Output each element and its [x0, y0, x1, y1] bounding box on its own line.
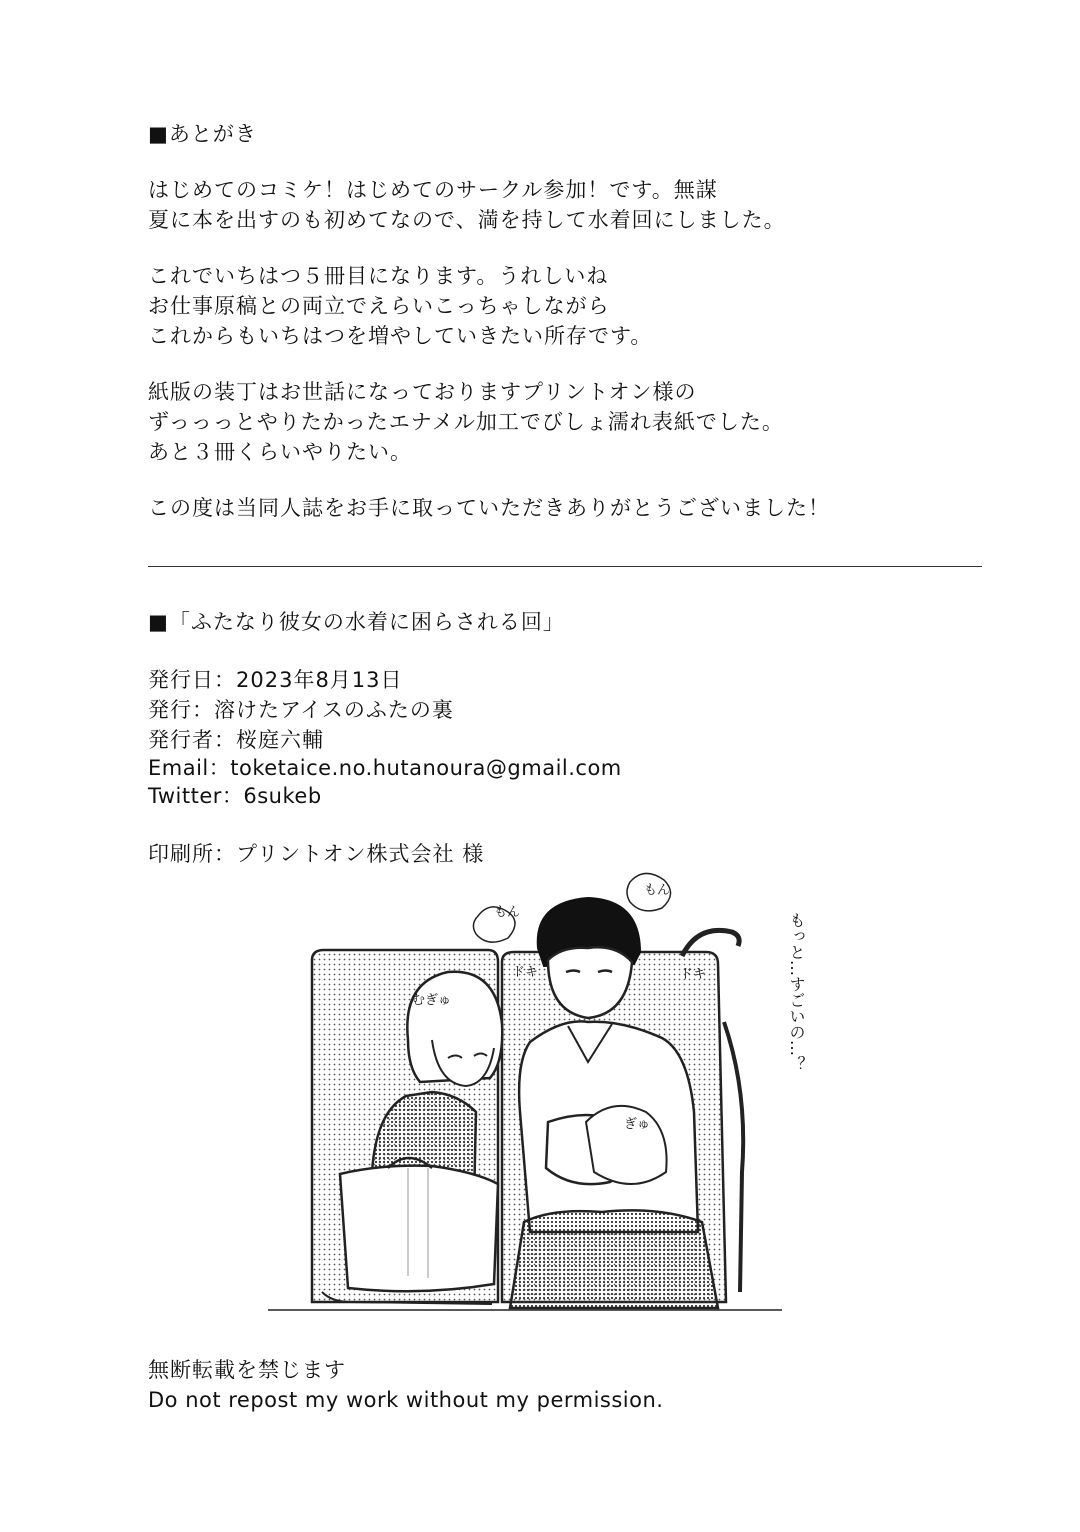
afterword-line: あと３冊くらいやりたい。: [148, 440, 412, 464]
illustration-drawing: [262, 872, 822, 1324]
boy-pants: [510, 1210, 718, 1308]
twitter: Twitter：6sukeb: [148, 784, 322, 808]
afterword-line: これからもいちはつを増やしていきたい所存です。: [148, 324, 653, 348]
printer: 印刷所：プリントオン株式会社 様: [148, 842, 485, 866]
section-divider: [148, 566, 982, 567]
afterword-line: これでいちはつ５冊目になります。うれしいね: [148, 264, 609, 288]
colophon-title: ■「ふたなり彼女の水着に困らされる回」: [148, 610, 565, 634]
illustration: [262, 872, 822, 1324]
sfx-mon-right: もん: [644, 883, 671, 898]
afterword-line: この度は当同人誌をお手に取っていただきありがとうございました！: [148, 496, 830, 520]
afterword-line: ずっっっとやりたかったエナメル加工でびしょ濡れ表紙でした。: [148, 410, 784, 434]
repost-notice-en: Do not repost my work without my permission.: [148, 1388, 664, 1412]
publisher: 発行：溶けたアイスのふたの裏: [148, 698, 454, 722]
afterword-line: お仕事原稿との両立でえらいこっちゃしながら: [148, 294, 610, 318]
sfx-doki-left: ドキ: [512, 965, 539, 980]
side-rail: [724, 1022, 743, 1292]
afterword-line: 紙版の装丁はお世話になっておりますプリントオン様の: [148, 380, 697, 404]
thought-text: もっと…すごいの…？: [787, 912, 806, 1072]
issue-date: 発行日：2023年8月13日: [148, 668, 403, 692]
sfx-doki-right: ドキ: [680, 967, 707, 982]
sfx-gyu: ぎゅ: [624, 1117, 651, 1132]
email: Email：toketaice.no.hutanoura@gmail.com: [148, 756, 622, 780]
author: 発行者：桜庭六輔: [148, 728, 324, 752]
afterword-heading: ■あとがき: [148, 122, 257, 146]
sfx-mon-left: もん: [494, 905, 521, 920]
repost-notice-ja: 無断転載を禁じます: [148, 1358, 346, 1382]
afterword-line: はじめてのコミケ！はじめてのサークル参加！です。無謀: [148, 178, 718, 202]
sfx-mugyu: むぎゅ: [412, 993, 452, 1008]
afterword-line: 夏に本を出すのも初めてなので、満を持して水着回にしました。: [148, 208, 786, 232]
bag: [340, 1166, 498, 1292]
